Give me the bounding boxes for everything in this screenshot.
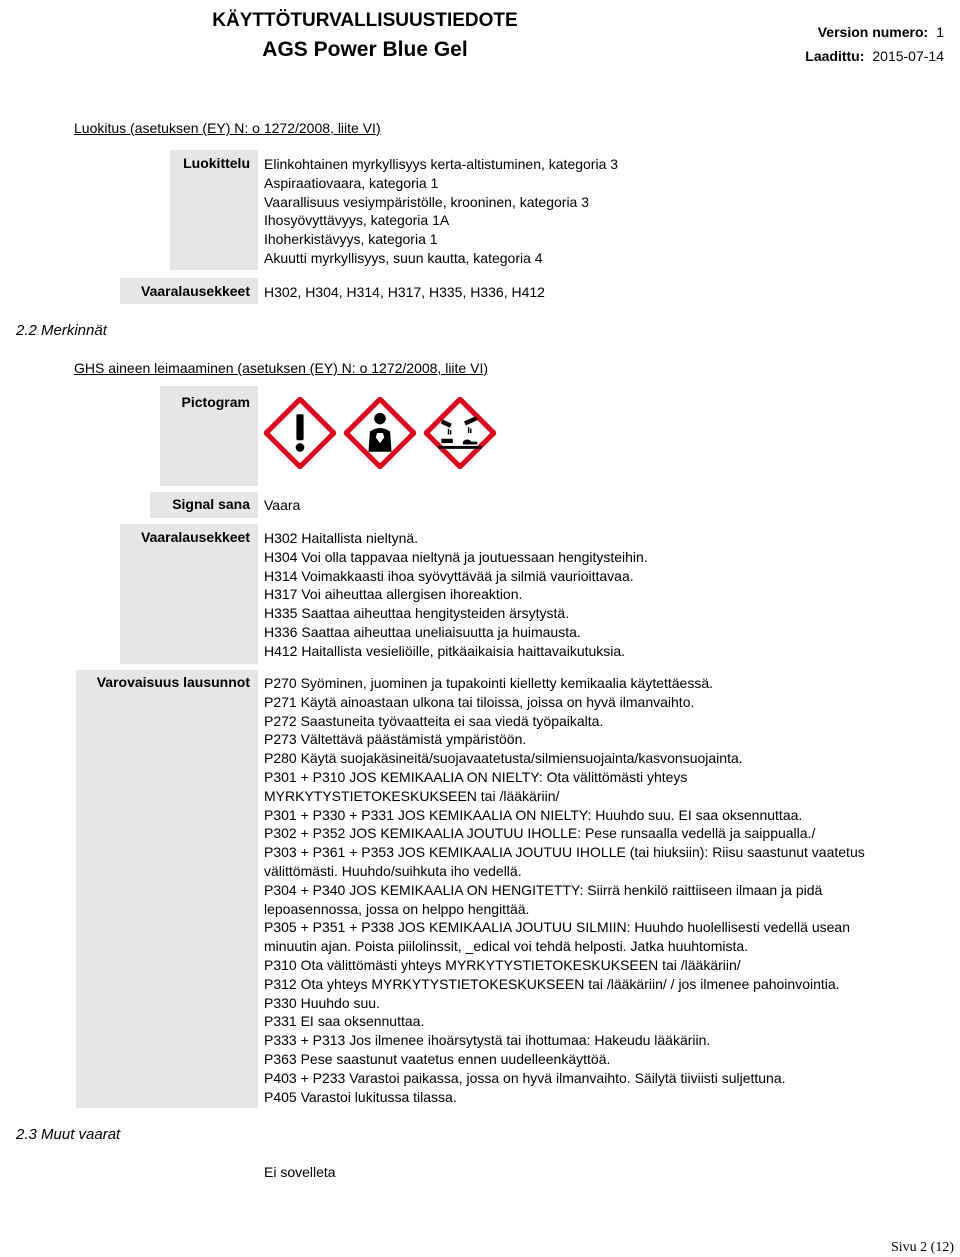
hazard-statements-label-box bbox=[120, 524, 258, 664]
precaution-label: Varovaisuus lausunnot bbox=[96, 674, 250, 690]
precaution-line: P403 + P233 Varastoi paikassa, jossa on hyvä ilmanvaihto. Säilytä tiiviisti suljettuna. bbox=[264, 1069, 786, 1086]
precaution-line: P272 Saastuneita työvaatteita ei saa viedä työpaikalta. bbox=[264, 712, 604, 729]
precaution-line: lepoasennossa, jossa on helppo hengittää. bbox=[264, 900, 530, 917]
luokittelu-item: Ihosyövyttävyys, kategoria 1A bbox=[264, 212, 450, 229]
signal-label: Signal sana bbox=[172, 496, 250, 512]
luokittelu-item: Elinkohtainen myrkyllisyys kerta-altistuminen, kategoria 3 bbox=[264, 156, 619, 172]
precaution-line: P331 EI saa oksennuttaa. bbox=[264, 1013, 425, 1030]
precaution-line: P363 Pese saastunut vaatetus ennen uudelleenkäyttöä. bbox=[264, 1050, 611, 1067]
luokittelu-item: Aspiraatiovaara, kategoria 1 bbox=[264, 174, 439, 191]
precaution-line: P330 Huuhdo suu. bbox=[264, 994, 380, 1011]
pictogram-row bbox=[264, 397, 496, 469]
corrosion-icon bbox=[424, 397, 496, 469]
pictogram-label: Pictogram bbox=[181, 394, 250, 410]
hazard-codes-value: H302, H304, H314, H317, H335, H336, H412 bbox=[264, 284, 545, 300]
precaution-line: P305 + P351 + P338 JOS KEMIKAALIA JOUTUU SILMIIN: Huuhdo huolellisesti vedellä usean bbox=[264, 919, 850, 936]
hazard-statement: H304 Voi olla tappavaa nieltynä ja joutuessaan hengitysteihin. bbox=[264, 548, 648, 565]
hazard-statement: H302 Haitallista nieltynä. bbox=[264, 530, 419, 546]
precaution-line: P304 + P340 JOS KEMIKAALIA ON HENGITETTY: Siirrä henkilö raittiiseen ilmaan ja pidä bbox=[264, 881, 823, 898]
precaution-line: P280 Käytä suojakäsineitä/suojavaatetusta/silmiensuojainta/kasvonsuojainta. bbox=[264, 750, 743, 767]
precaution-line: P405 Varastoi lukitussa tilassa. bbox=[264, 1088, 457, 1105]
precaution-line: P270 Syöminen, juominen ja tupakointi kielletty kemikaalia käytettäessä. bbox=[264, 675, 714, 691]
date-info bbox=[805, 48, 944, 64]
precaution-line: minuutin ajan. Poista piilolinssit, _edical voi tehdä helposti. Jatka huuhtomista. bbox=[264, 938, 749, 955]
section-2-3-title: 2.3 Muut vaarat bbox=[16, 1126, 121, 1143]
hazard-statement: H317 Voi aiheuttaa allergisen ihoreaktion. bbox=[264, 586, 523, 603]
document-title: KÄYTTÖTURVALLISUUSTIEDOTE bbox=[212, 10, 518, 31]
precaution-line: P302 + P352 JOS KEMIKAALIA JOUTUU IHOLLE: Pese runsaalla vedellä ja saippualla./ bbox=[264, 825, 816, 842]
precaution-line: P301 + P310 JOS KEMIKAALIA ON NIELTY: Ota välittömästi yhteys bbox=[264, 768, 688, 785]
precaution-line: P301 + P330 + P331 JOS KEMIKAALIA ON NIELTY: Huuhdo suu. EI saa oksennuttaa. bbox=[264, 806, 803, 823]
section-2-2-title: 2.2 Merkinnät bbox=[16, 322, 107, 339]
precaution-line: P312 Ota yhteys MYRKYTYSTIETOKESKUKSEEN tai /lääkäriin/ / jos ilmenee pahoinvointia. bbox=[264, 975, 840, 992]
precaution-line: välittömästi. Huuhdo/suihkuta iho vedellä. bbox=[264, 862, 522, 879]
exclamation-mark-icon bbox=[264, 397, 336, 469]
precaution-line: P271 Käytä ainoastaan ulkona tai tiloissa, joissa on hyvä ilmanvaihto. bbox=[264, 693, 695, 710]
hazard-statements-label: Vaaralausekkeet bbox=[141, 529, 250, 545]
luokittelu-label: Luokittelu bbox=[183, 155, 250, 171]
date-label: Laadittu: bbox=[805, 48, 865, 64]
signal-value: Vaara bbox=[264, 497, 301, 513]
hazard-statement: H314 Voimakkaasti ihoa syövyttävää ja silmiä vaurioittavaa. bbox=[264, 567, 634, 584]
version-value: 1 bbox=[936, 24, 944, 40]
luokittelu-item: Ihoherkistävyys, kategoria 1 bbox=[264, 231, 438, 248]
precaution-line: MYRKYTYSTIETOKESKUKSEEN tai /lääkäriin/ bbox=[264, 787, 560, 804]
luokittelu-item: Vaarallisuus vesiympäristölle, krooninen, kategoria 3 bbox=[264, 193, 590, 210]
hazard-statement: H412 Haitallista vesieliöille, pitkäaikaisia haittavaikutuksia. bbox=[264, 642, 626, 659]
precaution-line: P310 Ota välittömästi yhteys MYRKYTYSTIETOKESKUKSEEN tai /lääkäriin/ bbox=[264, 956, 741, 973]
precaution-line: P273 Vältettävä päästämistä ympäristöön. bbox=[264, 731, 527, 748]
hazard-codes-label: Vaaralausekkeet bbox=[141, 283, 250, 299]
ghs-heading: GHS aineen leimaaminen (asetuksen (EY) N: o 1272/2008, liite VI) bbox=[74, 360, 488, 376]
precaution-list bbox=[264, 674, 944, 1106]
date-value: 2015-07-14 bbox=[872, 48, 944, 64]
precaution-label-box bbox=[76, 670, 258, 1108]
hazard-statement: H335 Saattaa aiheuttaa hengitysteiden ärsytystä. bbox=[264, 605, 570, 622]
page-number: Sivu 2 (12) bbox=[891, 1240, 954, 1255]
hazard-statements-list bbox=[264, 529, 944, 661]
product-name: AGS Power Blue Gel bbox=[262, 38, 468, 61]
precaution-line: P333 + P313 Jos ilmenee ihoärsytystä tai ihottumaa: Hakeudu lääkäriin. bbox=[264, 1032, 711, 1049]
version-info bbox=[818, 24, 944, 40]
hazard-statement: H336 Saattaa aiheuttaa uneliaisuutta ja huimausta. bbox=[264, 623, 581, 640]
health-hazard-icon bbox=[344, 397, 416, 469]
luokittelu-list bbox=[264, 155, 944, 268]
classification-heading: Luokitus (asetuksen (EY) N: o 1272/2008, liite VI) bbox=[74, 120, 381, 136]
luokittelu-item: Akuutti myrkyllisyys, suun kautta, kategoria 4 bbox=[264, 249, 543, 266]
version-label: Version numero: bbox=[817, 24, 929, 40]
other-hazards-value: Ei sovelleta bbox=[264, 1164, 336, 1180]
precaution-line: P303 + P361 + P353 JOS KEMIKAALIA JOUTUU IHOLLE (tai hiuksiin): Riisu saastunut vaatetus bbox=[264, 844, 865, 861]
